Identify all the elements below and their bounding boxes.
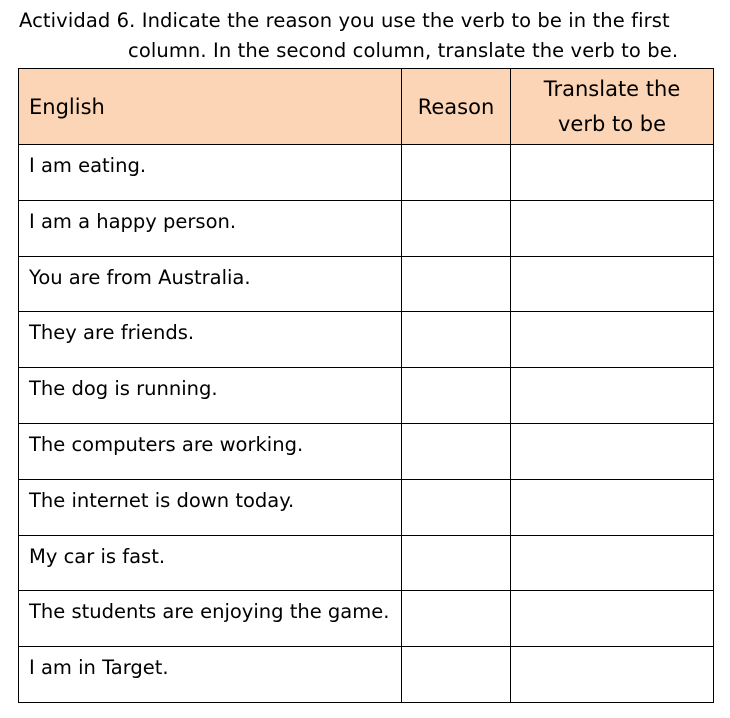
- table-row: [19, 200, 714, 256]
- sentence-cell: The internet is down today.: [19, 479, 402, 535]
- header-translate-line-1: Translate the: [543, 76, 681, 101]
- reason-answer-cell[interactable]: [402, 200, 511, 256]
- table-row: [19, 479, 714, 535]
- sentence-cell: I am in Target.: [19, 647, 402, 703]
- translation-answer-cell[interactable]: [511, 591, 714, 647]
- translation-answer-cell[interactable]: [511, 647, 714, 703]
- header-english: English: [19, 69, 402, 145]
- reason-answer-cell[interactable]: [402, 423, 511, 479]
- sentence-cell: My car is fast.: [19, 535, 402, 591]
- header-reason: Reason: [402, 69, 511, 145]
- sentence-cell: I am eating.: [19, 145, 402, 201]
- table-row: [19, 312, 714, 368]
- table-row: [19, 423, 714, 479]
- reason-answer-cell[interactable]: [402, 647, 511, 703]
- table-row: [19, 535, 714, 591]
- translation-answer-cell[interactable]: [511, 479, 714, 535]
- table-row: [19, 368, 714, 424]
- translation-answer-cell[interactable]: [511, 535, 714, 591]
- translation-answer-cell[interactable]: [511, 423, 714, 479]
- header-row: [19, 69, 714, 145]
- worksheet-table: [18, 68, 714, 703]
- sentence-cell: The students are enjoying the game.: [19, 591, 402, 647]
- sentence-cell: I am a happy person.: [19, 200, 402, 256]
- instructions-line-2: column. In the second column, translate the verb to be.: [128, 39, 679, 62]
- table-row: [19, 647, 714, 703]
- reason-answer-cell[interactable]: [402, 256, 511, 312]
- activity-instructions: [19, 6, 719, 66]
- header-translate-line-2: verb to be: [558, 111, 666, 136]
- sentence-cell: You are from Australia.: [19, 256, 402, 312]
- header-translate: [511, 69, 714, 145]
- translation-answer-cell[interactable]: [511, 256, 714, 312]
- translation-answer-cell[interactable]: [511, 368, 714, 424]
- sentence-cell: The computers are working.: [19, 423, 402, 479]
- reason-answer-cell[interactable]: [402, 535, 511, 591]
- instructions-line-1: Actividad 6. Indicate the reason you use the verb to be in the first: [19, 9, 670, 32]
- table-row: [19, 256, 714, 312]
- translation-answer-cell[interactable]: [511, 312, 714, 368]
- reason-answer-cell[interactable]: [402, 145, 511, 201]
- translation-answer-cell[interactable]: [511, 200, 714, 256]
- reason-answer-cell[interactable]: [402, 591, 511, 647]
- translation-answer-cell[interactable]: [511, 145, 714, 201]
- reason-answer-cell[interactable]: [402, 312, 511, 368]
- reason-answer-cell[interactable]: [402, 479, 511, 535]
- sentence-cell: They are friends.: [19, 312, 402, 368]
- sentence-cell: The dog is running.: [19, 368, 402, 424]
- reason-answer-cell[interactable]: [402, 368, 511, 424]
- table-row: [19, 591, 714, 647]
- table-row: [19, 145, 714, 201]
